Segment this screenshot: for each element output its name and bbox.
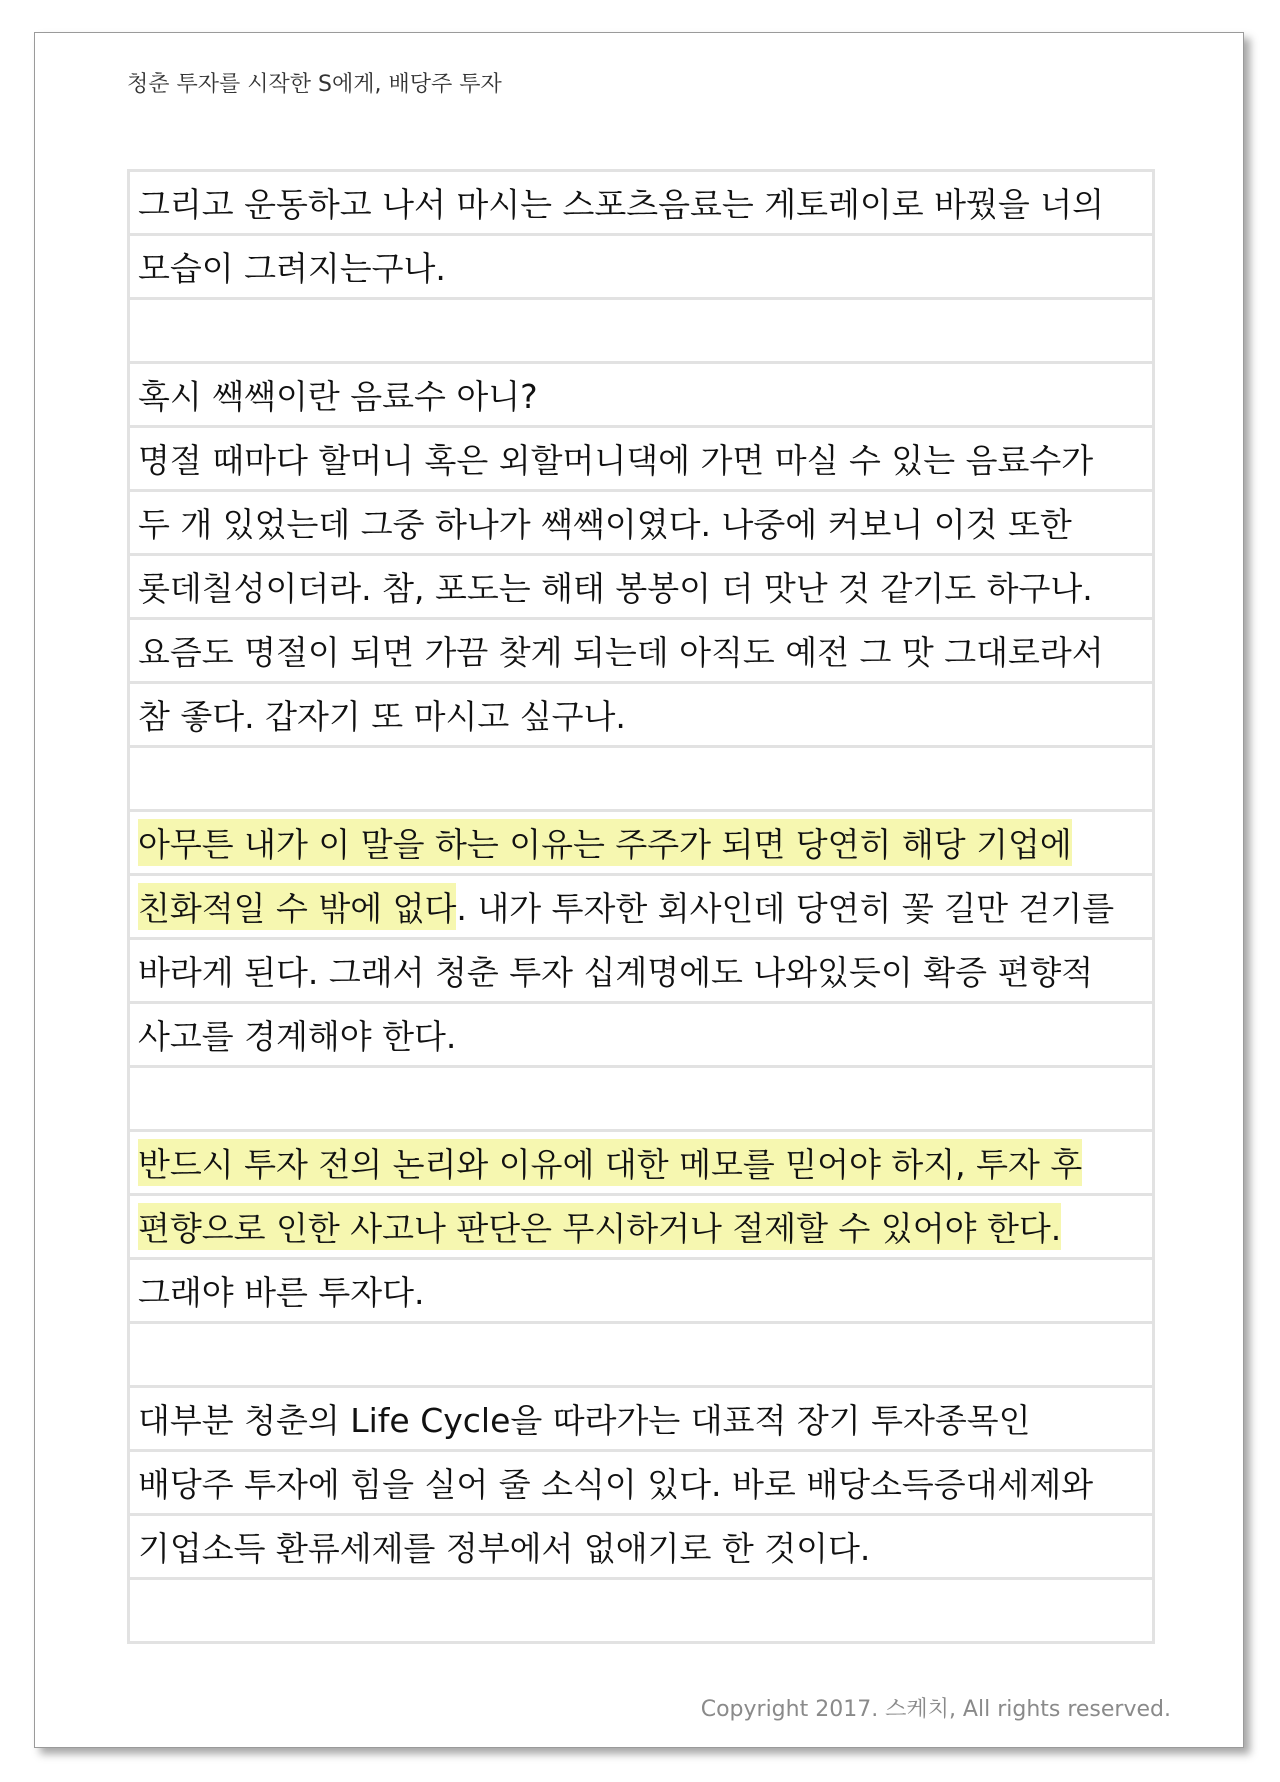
highlighted-text: 친화적일 수 밖에 없다 <box>138 883 456 930</box>
text-line <box>130 1452 1152 1516</box>
line-text: 명절 때마다 할머니 혹은 외할머니댁에 가면 마실 수 있는 음료수가 <box>138 441 1094 480</box>
line-text: 요즘도 명절이 되면 가끔 찾게 되는데 아직도 예전 그 맛 그대로라서 <box>138 633 1104 672</box>
line-text: 모습이 그려지는구나. <box>138 249 446 288</box>
highlighted-text: 반드시 투자 전의 논리와 이유에 대한 메모를 믿어야 하지, 투자 후 <box>138 1139 1082 1186</box>
line-text: 기업소득 환류세제를 정부에서 없애기로 한 것이다. <box>138 1529 871 1568</box>
text-line <box>130 1004 1152 1068</box>
line-text: 참 좋다. 갑자기 또 마시고 싶구나. <box>138 697 626 736</box>
line-text: 배당주 투자에 힘을 실어 줄 소식이 있다. 바로 배당소득증대세제와 <box>138 1465 1094 1504</box>
line-text: 두 개 있었는데 그중 하나가 쌕쌕이였다. 나중에 커보니 이것 또한 <box>138 505 1072 544</box>
line-text: 그리고 운동하고 나서 마시는 스포츠음료는 게토레이로 바꿨을 너의 <box>138 185 1105 224</box>
text-line <box>130 236 1152 300</box>
text-line <box>130 684 1152 748</box>
copyright-footer: Copyright 2017. 스케치, All rights reserved. <box>700 1697 1171 1722</box>
line-text: 사고를 경계해야 한다. <box>138 1017 457 1056</box>
text-line <box>130 940 1152 1004</box>
line-text: 바라게 된다. 그래서 청춘 투자 십계명에도 나와있듯이 확증 편향적 <box>138 953 1094 992</box>
text-line <box>130 364 1152 428</box>
text-line <box>130 428 1152 492</box>
line-text: 혹시 쌕쌕이란 음료수 아니? <box>138 377 538 416</box>
page-header-title: 청춘 투자를 시작한 S에게, 배당주 투자 <box>127 72 502 97</box>
text-line <box>130 1068 1152 1132</box>
ruled-text-block <box>127 169 1155 1644</box>
highlighted-text: 편향으로 인한 사고나 판단은 무시하거나 절제할 수 있어야 한다. <box>138 1203 1061 1250</box>
text-line <box>130 1132 1152 1196</box>
text-line <box>130 1388 1152 1452</box>
text-line <box>130 492 1152 556</box>
text-line <box>130 876 1152 940</box>
text-line <box>130 1196 1152 1260</box>
text-line <box>130 300 1152 364</box>
text-line <box>130 1260 1152 1324</box>
line-text: . 내가 투자한 회사인데 당연히 꽃 길만 걷기를 <box>456 889 1115 928</box>
text-line <box>130 1324 1152 1388</box>
line-text: 대부분 청춘의 Life Cycle을 따라가는 대표적 장기 투자종목인 <box>138 1401 1031 1440</box>
text-line <box>130 556 1152 620</box>
text-line <box>130 620 1152 684</box>
text-line <box>130 172 1152 236</box>
line-text: 롯데칠성이더라. 참, 포도는 해태 봉봉이 더 맛난 것 같기도 하구나. <box>138 569 1093 608</box>
text-line <box>130 812 1152 876</box>
highlighted-text: 아무튼 내가 이 말을 하는 이유는 주주가 되면 당연히 해당 기업에 <box>138 819 1072 866</box>
text-line <box>130 1516 1152 1580</box>
document-page <box>34 32 1244 1748</box>
text-line <box>130 1580 1152 1641</box>
text-line <box>130 748 1152 812</box>
line-text: 그래야 바른 투자다. <box>138 1273 425 1312</box>
